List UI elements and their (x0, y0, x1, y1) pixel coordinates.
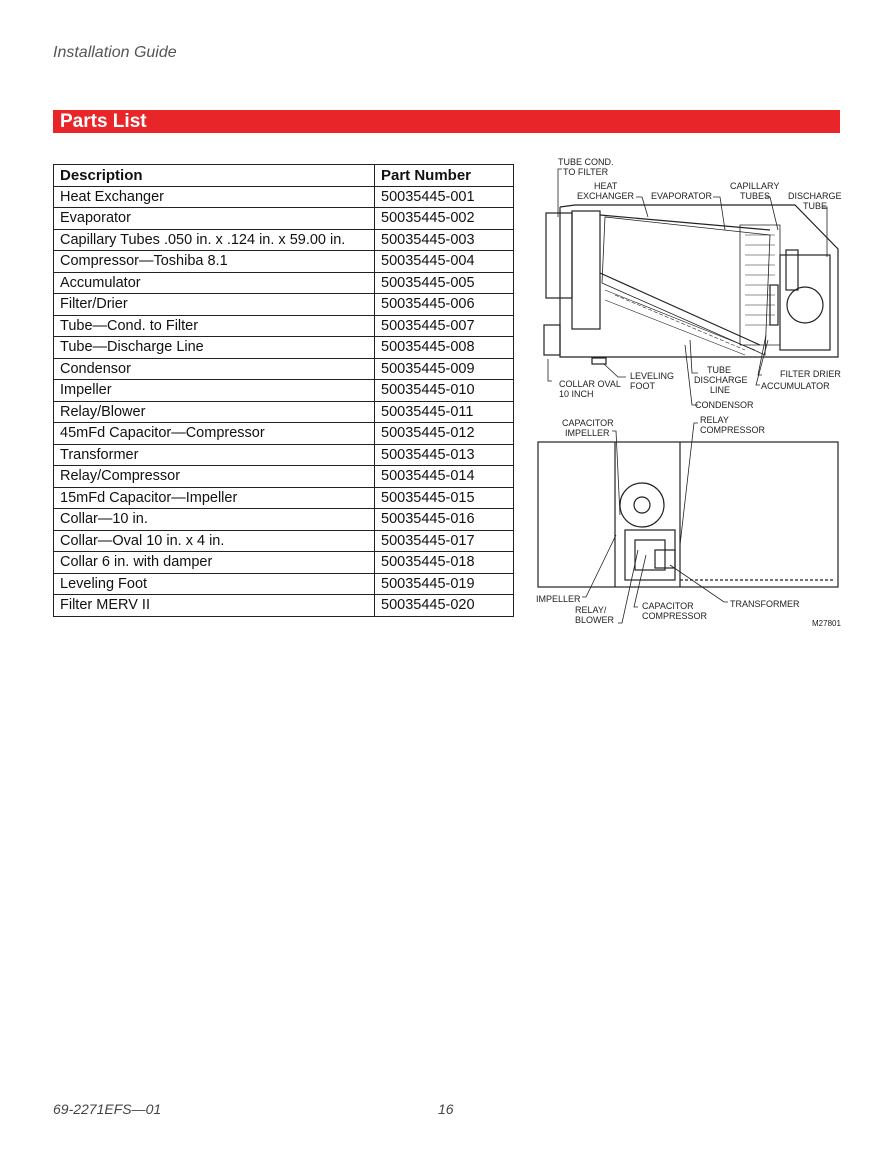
table-row (54, 509, 514, 531)
table-row (54, 337, 514, 359)
cell-description: Condensor (54, 358, 375, 380)
table-row (54, 552, 514, 574)
label-heat-exchanger: HEAT (594, 181, 618, 191)
cell-description: Tube—Cond. to Filter (54, 315, 375, 337)
cell-part-number: 50035445-014 (375, 466, 514, 488)
cell-part-number: 50035445-004 (375, 251, 514, 273)
label-leveling-foot: LEVELING (630, 371, 675, 381)
table-row (54, 487, 514, 509)
table-row (54, 573, 514, 595)
label-relay-blower: RELAY/ (575, 605, 607, 615)
table-row (54, 444, 514, 466)
cell-part-number: 50035445-009 (375, 358, 514, 380)
label-discharge-tube: DISCHARGE (788, 191, 842, 201)
cell-part-number: 50035445-005 (375, 272, 514, 294)
table-row (54, 530, 514, 552)
label-capillary-tubes: CAPILLARY (730, 181, 780, 191)
cell-part-number: 50035445-019 (375, 573, 514, 595)
cell-part-number: 50035445-003 (375, 229, 514, 251)
section-header-bar (53, 110, 840, 133)
cell-part-number: 50035445-002 (375, 208, 514, 230)
cell-part-number: 50035445-012 (375, 423, 514, 445)
cell-description: Leveling Foot (54, 573, 375, 595)
parts-table (53, 164, 514, 617)
table-row (54, 272, 514, 294)
table-row (54, 423, 514, 445)
cell-part-number: 50035445-015 (375, 487, 514, 509)
table-row (54, 380, 514, 402)
table-row (54, 358, 514, 380)
label-collar-oval: COLLAR OVAL (559, 379, 621, 389)
label-collar-oval-2: 10 INCH (559, 389, 594, 399)
label-heat-exchanger-2: EXCHANGER (577, 191, 635, 201)
footer-page-number: 16 (438, 1101, 454, 1117)
label-tube-discharge-line: TUBE (707, 365, 732, 375)
label-transformer: TRANSFORMER (730, 599, 800, 609)
section-title: Parts List (60, 111, 147, 132)
top-view-illustration (538, 442, 838, 587)
label-tube-discharge-line-3: LINE (710, 385, 731, 395)
cell-part-number: 50035445-013 (375, 444, 514, 466)
cell-description: Heat Exchanger (54, 186, 375, 208)
table-row (54, 294, 514, 316)
label-capacitor-impeller-2: IMPELLER (565, 428, 610, 438)
label-filter-drier: FILTER DRIER (780, 369, 841, 379)
cell-description: Filter MERV II (54, 595, 375, 617)
label-capillary-tubes-2: TUBES (740, 191, 771, 201)
cell-description: Capillary Tubes .050 in. x .124 in. x 59.00 in. (54, 229, 375, 251)
table-row (54, 251, 514, 273)
label-capacitor-impeller: CAPACITOR (562, 418, 614, 428)
label-impeller: IMPELLER (536, 594, 581, 604)
page-header-title: Installation Guide (53, 44, 177, 61)
label-capacitor-compressor-2: COMPRESSOR (642, 611, 708, 621)
label-tube-cond-to-filter: TUBE COND. (558, 157, 614, 167)
cell-description: Collar 6 in. with damper (54, 552, 375, 574)
label-leveling-foot-2: FOOT (630, 381, 655, 391)
label-tube-discharge-line-2: DISCHARGE (694, 375, 748, 385)
label-evaporator: EVAPORATOR (651, 191, 713, 201)
label-condensor: CONDENSOR (695, 400, 754, 410)
table-row (54, 315, 514, 337)
cell-description: Relay/Compressor (54, 466, 375, 488)
cell-description: Filter/Drier (54, 294, 375, 316)
cell-part-number: 50035445-007 (375, 315, 514, 337)
table-row (54, 186, 514, 208)
cell-description: 45mFd Capacitor—Compressor (54, 423, 375, 445)
cell-description: Compressor—Toshiba 8.1 (54, 251, 375, 273)
table-row (54, 401, 514, 423)
table-row (54, 595, 514, 617)
cell-part-number: 50035445-008 (375, 337, 514, 359)
column-header-description: Description (54, 165, 375, 187)
figure-id: M27801 (812, 619, 841, 628)
cell-part-number: 50035445-010 (375, 380, 514, 402)
cell-description: Evaporator (54, 208, 375, 230)
label-relay-compressor-2: COMPRESSOR (700, 425, 766, 435)
column-header-part-number: Part Number (375, 165, 514, 187)
cell-description: Collar—Oval 10 in. x 4 in. (54, 530, 375, 552)
cell-description: Impeller (54, 380, 375, 402)
cell-description: Accumulator (54, 272, 375, 294)
cell-description: Transformer (54, 444, 375, 466)
table-header-row (54, 165, 514, 187)
cell-description: Tube—Discharge Line (54, 337, 375, 359)
unit-diagram (530, 155, 842, 635)
label-relay-compressor: RELAY (700, 415, 729, 425)
cell-description: Relay/Blower (54, 401, 375, 423)
label-relay-blower-2: BLOWER (575, 615, 615, 625)
side-view-illustration (544, 205, 838, 364)
cell-part-number: 50035445-017 (375, 530, 514, 552)
cell-part-number: 50035445-011 (375, 401, 514, 423)
cell-part-number: 50035445-020 (375, 595, 514, 617)
cell-part-number: 50035445-016 (375, 509, 514, 531)
cell-part-number: 50035445-001 (375, 186, 514, 208)
table-row (54, 229, 514, 251)
cell-part-number: 50035445-006 (375, 294, 514, 316)
label-accumulator: ACCUMULATOR (761, 381, 830, 391)
label-tube-cond-to-filter-2: TO FILTER (563, 167, 609, 177)
footer-document-number: 69-2271EFS—01 (53, 1101, 162, 1117)
label-capacitor-compressor: CAPACITOR (642, 601, 694, 611)
cell-description: Collar—10 in. (54, 509, 375, 531)
label-discharge-tube-2: TUBE (803, 201, 828, 211)
table-row (54, 466, 514, 488)
cell-part-number: 50035445-018 (375, 552, 514, 574)
cell-description: 15mFd Capacitor—Impeller (54, 487, 375, 509)
table-row (54, 208, 514, 230)
